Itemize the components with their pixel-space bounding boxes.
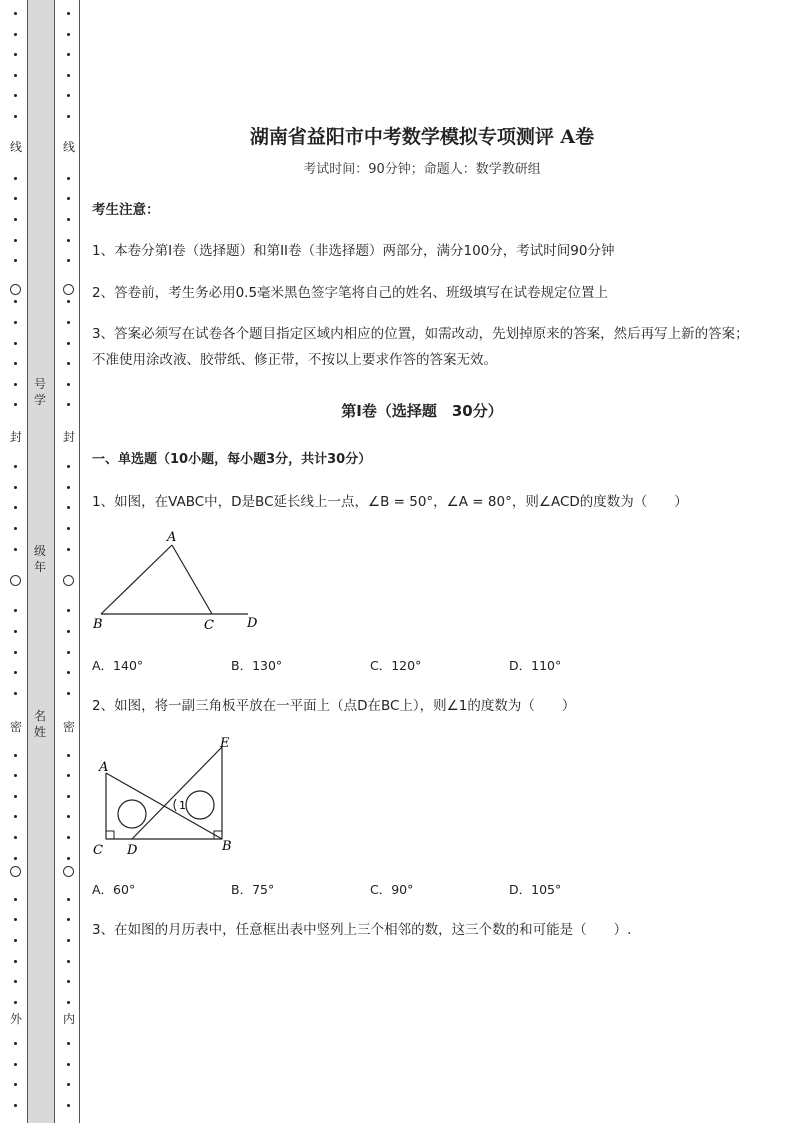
binding-dot bbox=[14, 218, 17, 221]
binding-dot bbox=[67, 486, 70, 489]
binding-ring bbox=[63, 284, 74, 295]
binding-dot bbox=[67, 1063, 70, 1066]
binding-seal-char: 密 bbox=[62, 720, 75, 734]
binding-ring bbox=[10, 866, 21, 877]
binding-dot bbox=[67, 403, 70, 406]
question-3-stem: 3、在如图的月历表中，任意框出表中竖列上三个相邻的数，这三个数的和可能是（ ）. bbox=[92, 922, 632, 938]
binding-dot bbox=[67, 795, 70, 798]
binding-dot bbox=[14, 197, 17, 200]
q1-choice-a[interactable]: A．140° bbox=[92, 658, 144, 673]
binding-dot bbox=[67, 362, 70, 365]
binding-dot bbox=[67, 857, 70, 860]
binding-dot bbox=[67, 836, 70, 839]
binding-dot bbox=[67, 342, 70, 345]
q2-right-angle-c bbox=[106, 831, 114, 839]
binding-ring bbox=[10, 575, 21, 586]
q2-angle-arc bbox=[174, 799, 176, 811]
q2-circle-right bbox=[186, 791, 214, 819]
q1-segment-ac bbox=[172, 545, 212, 614]
binding-dot bbox=[67, 197, 70, 200]
binding-dot bbox=[67, 177, 70, 180]
binding-dot bbox=[14, 33, 17, 36]
binding-seal-char: 线 bbox=[9, 140, 22, 154]
binding-seal-char: 内 bbox=[62, 1012, 75, 1026]
binding-dot bbox=[67, 960, 70, 963]
q2-choice-b[interactable]: B．75° bbox=[231, 882, 275, 897]
question-1-choices bbox=[92, 656, 652, 674]
binding-dot bbox=[67, 980, 70, 983]
binding-dot bbox=[14, 486, 17, 489]
binding-dot bbox=[67, 774, 70, 777]
notice-item-2: 2、答卷前，考生务必用0.5毫米黑色签字笔将自己的姓名、班级填写在试卷规定位置上 bbox=[92, 285, 609, 301]
q2-choice-c[interactable]: C．90° bbox=[370, 882, 414, 897]
binding-dot bbox=[67, 259, 70, 262]
binding-dot bbox=[67, 671, 70, 674]
binding-ring bbox=[63, 866, 74, 877]
binding-dot bbox=[14, 94, 17, 97]
q1-label-c: C bbox=[204, 618, 214, 633]
binding-dot bbox=[14, 12, 17, 15]
notice-heading: 考生注意： bbox=[92, 202, 160, 218]
binding-dot bbox=[67, 94, 70, 97]
binding-dot bbox=[14, 898, 17, 901]
binding-dot bbox=[67, 1083, 70, 1086]
binding-rule bbox=[79, 0, 80, 1123]
binding-dot bbox=[14, 651, 17, 654]
binding-dot bbox=[14, 857, 17, 860]
binding-dot bbox=[67, 815, 70, 818]
binding-dot bbox=[67, 465, 70, 468]
binding-dot bbox=[67, 918, 70, 921]
exam-subtitle: 考试时间：90分钟；命题人：数学教研组 bbox=[303, 162, 541, 177]
binding-seal-char: 外 bbox=[9, 1012, 22, 1026]
q2-segment-de bbox=[132, 747, 222, 839]
inner-dot-column bbox=[59, 0, 79, 1123]
binding-dot bbox=[14, 795, 17, 798]
binding-dot bbox=[14, 53, 17, 56]
q2-label-a: A bbox=[99, 760, 109, 775]
field-label-name bbox=[30, 708, 50, 740]
binding-dot bbox=[67, 527, 70, 530]
binding-dot bbox=[14, 506, 17, 509]
field-label-number bbox=[30, 376, 50, 408]
binding-dot bbox=[67, 1042, 70, 1045]
section-title: 第I卷（选择题 30分） bbox=[341, 402, 503, 420]
binding-dot bbox=[14, 527, 17, 530]
notice-item-3: 3、答案必须写在试卷各个题目指定区域内相应的位置，如需改动，先划掉原来的答案，然后再写上新的答案；不准使用涂改液、胶带纸、修正带，不按以上要求作答的答案无效。 bbox=[92, 326, 749, 368]
binding-seal-char: 线 bbox=[62, 140, 75, 154]
binding-dot bbox=[14, 1083, 17, 1086]
binding-dot bbox=[67, 754, 70, 757]
q1-label-b: B bbox=[93, 617, 103, 632]
q1-choice-d[interactable]: D．110° bbox=[509, 658, 562, 673]
binding-dot bbox=[14, 342, 17, 345]
binding-dot bbox=[67, 548, 70, 551]
binding-dot bbox=[14, 321, 17, 324]
binding-dot bbox=[14, 300, 17, 303]
q1-label-d: D bbox=[247, 616, 258, 631]
binding-dot bbox=[67, 939, 70, 942]
binding-seal-char: 封 bbox=[62, 430, 75, 444]
q1-label-a: A bbox=[167, 530, 177, 545]
binding-dot bbox=[67, 383, 70, 386]
binding-dot bbox=[14, 1001, 17, 1004]
binding-dot bbox=[67, 609, 70, 612]
binding-dot bbox=[14, 259, 17, 262]
binding-dot bbox=[14, 548, 17, 551]
binding-dot bbox=[14, 980, 17, 983]
q1-choice-b[interactable]: B．130° bbox=[231, 658, 283, 673]
field-label-number-text: 号学 bbox=[33, 377, 46, 407]
binding-dot bbox=[14, 815, 17, 818]
field-label-name-text: 名姓 bbox=[33, 709, 46, 739]
binding-dot bbox=[67, 218, 70, 221]
q2-label-angle-1: 1 bbox=[179, 799, 186, 812]
q2-label-e: E bbox=[220, 736, 230, 751]
binding-dot bbox=[14, 115, 17, 118]
q2-label-c: C bbox=[93, 843, 103, 858]
binding-dot bbox=[14, 774, 17, 777]
binding-dot bbox=[67, 692, 70, 695]
binding-dot bbox=[14, 1042, 17, 1045]
binding-dot bbox=[14, 1063, 17, 1066]
binding-dot bbox=[67, 898, 70, 901]
binding-dot bbox=[14, 239, 17, 242]
binding-dot bbox=[67, 33, 70, 36]
binding-ring bbox=[10, 284, 21, 295]
binding-dot bbox=[67, 506, 70, 509]
binding-dot bbox=[14, 671, 17, 674]
binding-dot bbox=[14, 630, 17, 633]
binding-dot bbox=[67, 300, 70, 303]
binding-dot bbox=[67, 12, 70, 15]
question-1-figure bbox=[92, 528, 272, 638]
field-label-grade-text: 级年 bbox=[33, 544, 46, 574]
binding-dot bbox=[14, 383, 17, 386]
binding-dot bbox=[14, 918, 17, 921]
question-2-figure bbox=[92, 735, 252, 860]
binding-dot bbox=[14, 74, 17, 77]
binding-dot bbox=[14, 465, 17, 468]
binding-dot bbox=[14, 939, 17, 942]
binding-dot bbox=[67, 1001, 70, 1004]
notice-item-1: 1、本卷分第I卷（选择题）和第II卷（非选择题）两部分，满分100分，考试时间90分钟 bbox=[92, 243, 615, 259]
question-1-stem: 1、如图，在VABC中，D是BC延长线上一点，∠B = 50°，∠A = 80°，则∠ACD的度数为（ ） bbox=[92, 494, 688, 510]
binding-dot bbox=[67, 651, 70, 654]
exam-title: 湖南省益阳市中考数学模拟专项测评 A卷 bbox=[249, 126, 595, 148]
binding-dot bbox=[14, 362, 17, 365]
q1-choice-c[interactable]: C．120° bbox=[370, 658, 422, 673]
field-label-grade bbox=[30, 543, 50, 575]
binding-dot bbox=[67, 115, 70, 118]
binding-ring bbox=[63, 575, 74, 586]
outer-dot-column bbox=[6, 0, 26, 1123]
binding-dot bbox=[14, 836, 17, 839]
question-2-choices bbox=[92, 880, 652, 898]
binding-dot bbox=[67, 53, 70, 56]
binding-seal-char: 封 bbox=[9, 430, 22, 444]
binding-dot bbox=[14, 177, 17, 180]
q1-segment-ab bbox=[101, 545, 172, 614]
binding-dot bbox=[67, 630, 70, 633]
binding-dot bbox=[14, 754, 17, 757]
binding-dot bbox=[14, 692, 17, 695]
binding-dot bbox=[14, 403, 17, 406]
q2-label-d: D bbox=[127, 843, 138, 858]
binding-dot bbox=[67, 239, 70, 242]
binding-seal-char: 密 bbox=[9, 720, 22, 734]
binding-dot bbox=[67, 74, 70, 77]
binding-dot bbox=[14, 960, 17, 963]
q2-choice-d[interactable]: D．105° bbox=[509, 882, 562, 897]
question-2-stem: 2、如图，将一副三角板平放在一平面上（点D在BC上），则∠1的度数为（ ） bbox=[92, 698, 576, 714]
binding-dot bbox=[67, 1104, 70, 1107]
q2-label-b: B bbox=[222, 839, 232, 854]
binding-dot bbox=[14, 1104, 17, 1107]
binding-dot bbox=[14, 609, 17, 612]
q2-circle-left bbox=[118, 800, 146, 828]
binding-margin bbox=[0, 0, 82, 1123]
binding-dot bbox=[67, 321, 70, 324]
section-heading: 一、单选题（10小题，每小题3分，共计30分） bbox=[92, 452, 372, 467]
q2-choice-a[interactable]: A．60° bbox=[92, 882, 136, 897]
